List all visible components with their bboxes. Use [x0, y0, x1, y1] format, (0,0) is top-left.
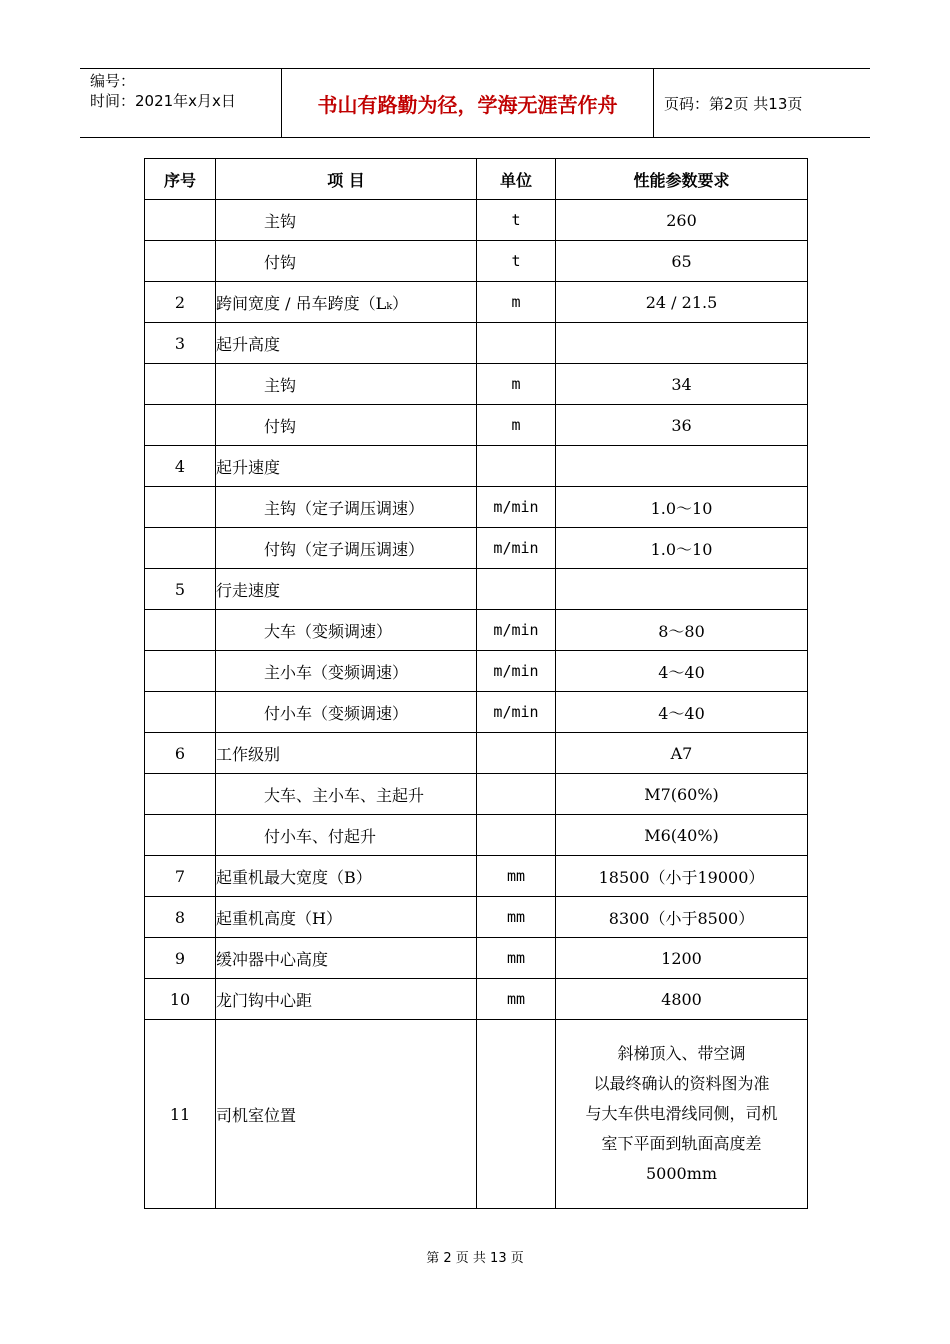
table-row — [145, 487, 808, 528]
col-header-item: 项 目 — [216, 159, 477, 200]
cell-number — [145, 651, 216, 692]
cell-item: 司机室位置 — [216, 1020, 477, 1209]
table-row — [145, 651, 808, 692]
col-header-unit: 单位 — [477, 159, 556, 200]
table-header-row — [145, 159, 808, 200]
table-row — [145, 241, 808, 282]
cell-unit: m — [477, 282, 556, 323]
cell-value-line: 室下平面到轨面高度差 — [601, 1134, 762, 1153]
header-time-label: 时间：2021年x月x日 — [90, 92, 236, 110]
cell-value: 4～40 — [556, 651, 808, 692]
cell-unit — [477, 733, 556, 774]
cell-item: 付钩（定子调压调速） — [216, 528, 477, 569]
cell-number: 9 — [145, 938, 216, 979]
cell-item: 主钩（定子调压调速） — [216, 487, 477, 528]
cell-value: 36 — [556, 405, 808, 446]
table-row — [145, 815, 808, 856]
cell-item: 龙门钩中心距 — [216, 979, 477, 1020]
table-row — [145, 528, 808, 569]
cell-unit: m/min — [477, 692, 556, 733]
cell-unit — [477, 569, 556, 610]
table-row — [145, 897, 808, 938]
cell-value: 1.0～10 — [556, 528, 808, 569]
cell-number — [145, 241, 216, 282]
cell-number — [145, 487, 216, 528]
cell-number — [145, 528, 216, 569]
cell-item: 付钩 — [216, 241, 477, 282]
cell-value-line: 以最终确认的资料图为准 — [593, 1074, 770, 1093]
cell-number: 11 — [145, 1020, 216, 1209]
cell-item: 大车、主小车、主起升 — [216, 774, 477, 815]
cell-value-multiline — [556, 1020, 808, 1209]
cell-item: 缓冲器中心高度 — [216, 938, 477, 979]
cell-number: 5 — [145, 569, 216, 610]
cell-number: 8 — [145, 897, 216, 938]
col-header-value: 性能参数要求 — [556, 159, 808, 200]
table-row — [145, 200, 808, 241]
header-motto: 书山有路勤为径，学海无涯苦作舟 — [317, 92, 618, 117]
cell-value-line: 与大车供电滑线同侧，司机 — [585, 1104, 778, 1123]
cell-unit: mm — [477, 897, 556, 938]
cell-value: 4800 — [556, 979, 808, 1020]
table-row — [145, 405, 808, 446]
cell-number — [145, 815, 216, 856]
cell-value: 1200 — [556, 938, 808, 979]
spec-table — [144, 158, 808, 1209]
cell-unit: mm — [477, 856, 556, 897]
cell-number: 2 — [145, 282, 216, 323]
cell-value — [556, 446, 808, 487]
cell-value: 65 — [556, 241, 808, 282]
cell-number — [145, 200, 216, 241]
table-row — [145, 938, 808, 979]
cell-number: 7 — [145, 856, 216, 897]
table-row — [145, 979, 808, 1020]
cell-unit: m/min — [477, 528, 556, 569]
cell-value: 1.0～10 — [556, 487, 808, 528]
cell-value-line: 5000mm — [645, 1164, 718, 1183]
cell-value — [556, 323, 808, 364]
cell-number — [145, 774, 216, 815]
cell-item: 起重机最大宽度（B） — [216, 856, 477, 897]
cell-item: 付钩 — [216, 405, 477, 446]
cell-number: 6 — [145, 733, 216, 774]
cell-number: 10 — [145, 979, 216, 1020]
cell-item: 起升速度 — [216, 446, 477, 487]
cell-value: A7 — [556, 733, 808, 774]
cell-item: 主小车（变频调速） — [216, 651, 477, 692]
cell-unit: t — [477, 200, 556, 241]
cell-item: 起升高度 — [216, 323, 477, 364]
table-row — [145, 364, 808, 405]
cell-unit — [477, 323, 556, 364]
cell-item: 付小车、付起升 — [216, 815, 477, 856]
cell-item: 大车（变频调速） — [216, 610, 477, 651]
header-meta — [80, 69, 282, 137]
cell-unit — [477, 1020, 556, 1209]
table-row — [145, 610, 808, 651]
cell-value: 34 — [556, 364, 808, 405]
cell-number: 3 — [145, 323, 216, 364]
cell-value: 260 — [556, 200, 808, 241]
header-page-info: 页码：第2页 共13页 — [664, 94, 803, 113]
cell-value: M6(40%) — [556, 815, 808, 856]
cell-value: 8～80 — [556, 610, 808, 651]
cell-value: 24 / 21.5 — [556, 282, 808, 323]
cell-unit: t — [477, 241, 556, 282]
cell-unit: m/min — [477, 651, 556, 692]
cell-number — [145, 405, 216, 446]
cell-value: 8300（小于8500） — [556, 897, 808, 938]
page-footer: 第 2 页 共 13 页 — [426, 1251, 524, 1266]
cell-unit: mm — [477, 938, 556, 979]
table-row — [145, 569, 808, 610]
cell-unit — [477, 446, 556, 487]
cell-unit: m — [477, 364, 556, 405]
spec-table-body — [145, 200, 808, 1209]
cell-value: 4～40 — [556, 692, 808, 733]
cell-unit: m — [477, 405, 556, 446]
cell-unit — [477, 774, 556, 815]
cell-value — [556, 569, 808, 610]
cell-value: M7(60%) — [556, 774, 808, 815]
header-number-label: 编号： — [90, 72, 136, 90]
table-row — [145, 733, 808, 774]
cell-unit — [477, 815, 556, 856]
table-row — [145, 692, 808, 733]
table-row — [145, 774, 808, 815]
cell-unit: mm — [477, 979, 556, 1020]
table-row — [145, 323, 808, 364]
col-header-number: 序号 — [145, 159, 216, 200]
header-motto-cell — [282, 69, 654, 137]
table-row — [145, 1020, 808, 1209]
cell-value-line: 斜梯顶入、带空调 — [617, 1044, 746, 1063]
cell-unit: m/min — [477, 610, 556, 651]
page-header — [80, 68, 870, 138]
cell-item: 付小车（变频调速） — [216, 692, 477, 733]
table-row — [145, 282, 808, 323]
cell-item: 主钩 — [216, 364, 477, 405]
cell-value: 18500（小于19000） — [556, 856, 808, 897]
table-row — [145, 446, 808, 487]
cell-item: 行走速度 — [216, 569, 477, 610]
cell-number: 4 — [145, 446, 216, 487]
cell-number — [145, 364, 216, 405]
cell-number — [145, 692, 216, 733]
cell-item: 主钩 — [216, 200, 477, 241]
cell-item: 工作级别 — [216, 733, 477, 774]
cell-unit: m/min — [477, 487, 556, 528]
cell-number — [145, 610, 216, 651]
cell-item: 跨间宽度 / 吊车跨度（Lₖ） — [216, 282, 477, 323]
cell-item: 起重机高度（H） — [216, 897, 477, 938]
table-row — [145, 856, 808, 897]
